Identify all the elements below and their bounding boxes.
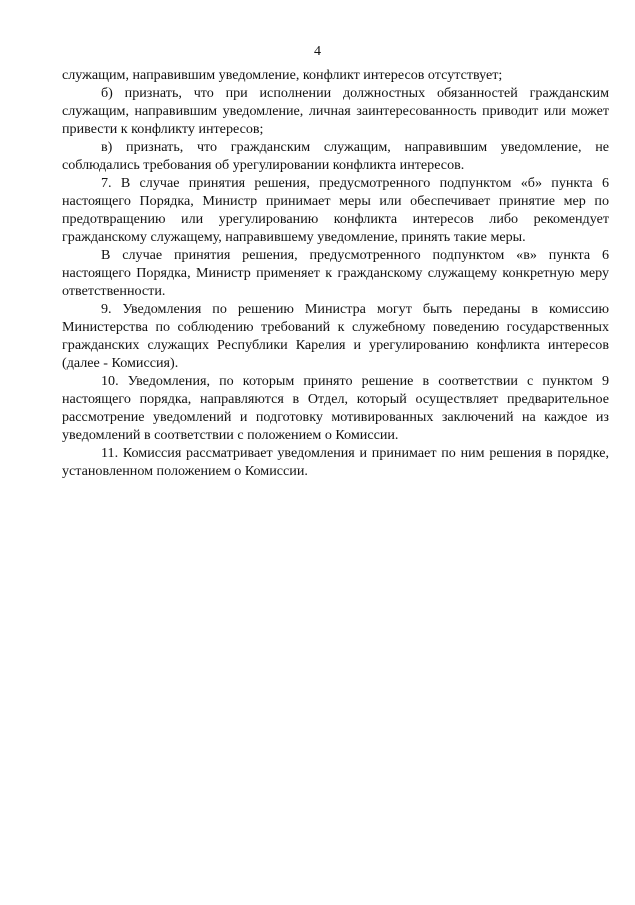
paragraph-subitem-v: в) признать, что гражданским служащим, направившим уведомление, не соблюдались требования об урегулировании конфликта интересов. bbox=[62, 139, 609, 173]
page-number: 4 bbox=[314, 44, 321, 59]
paragraph-item-10: 10. Уведомления, по которым принято решение в соответствии с пунктом 9 настоящего порядка, направляются в Отдел, который осуществляет предварительное рассмотрение уведомлений и подготовку мотивированных заключений на каждое из уведомлений в соответствии с положением о Комиссии. bbox=[62, 373, 609, 443]
document-body bbox=[62, 66, 609, 480]
paragraph-subitem-b: б) признать, что при исполнении должностных обязанностей гражданским служащим, направившим уведомление, личная заинтересованность приводит или может привести к конфликту интересов; bbox=[62, 85, 609, 137]
paragraph-item-7-case-v: В случае принятия решения, предусмотренного подпунктом «в» пункта 6 настоящего Порядка, Министр применяет к гражданскому служащему конкретную меру ответственности. bbox=[62, 247, 609, 299]
paragraph-item-7: 7. В случае принятия решения, предусмотренного подпунктом «б» пункта 6 настоящего Порядка, Министр принимает меры или обеспечивает принятие мер по предотвращению или урегулированию конфликта интересов либо рекомендует гражданскому служащему, направившему уведомление, принять такие меры. bbox=[62, 175, 609, 245]
paragraph-item-11: 11. Комиссия рассматривает уведомления и принимает по ним решения в порядке, установленном положением о Комиссии. bbox=[62, 445, 609, 479]
paragraph-item-9: 9. Уведомления по решению Министра могут быть переданы в комиссию Министерства по соблюдению требований к служебному поведению государственных гражданских служащих Республики Карелия и урегулированию конфликта интересов (далее - Комиссия). bbox=[62, 301, 609, 371]
paragraph-continuation: служащим, направившим уведомление, конфликт интересов отсутствует; bbox=[62, 67, 503, 83]
